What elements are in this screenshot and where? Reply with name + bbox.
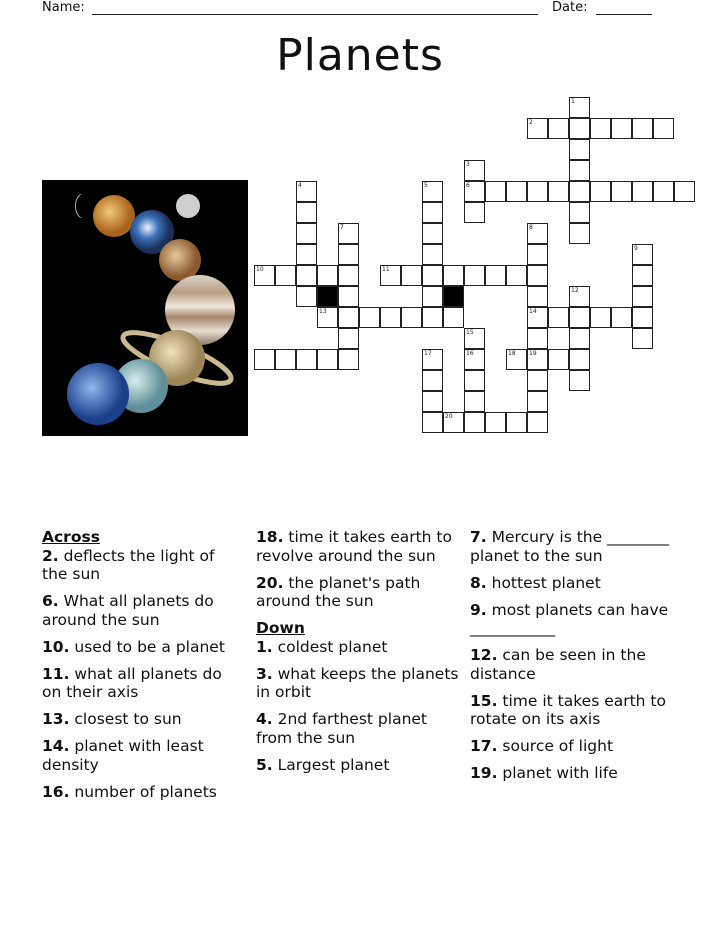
grid-cell[interactable] — [464, 391, 485, 412]
grid-cell[interactable] — [569, 328, 590, 349]
grid-cell[interactable] — [338, 307, 359, 328]
clue-text: Largest planet — [277, 755, 390, 774]
clue-number-label: 14. — [42, 737, 70, 755]
clue-number-label: 10. — [42, 637, 70, 656]
clue-item — [42, 710, 242, 729]
grid-cell[interactable] — [359, 307, 380, 328]
clue-number: 16 — [466, 350, 474, 357]
clue-item — [256, 638, 461, 657]
clues-column-1 — [42, 528, 242, 810]
grid-cell[interactable] — [506, 181, 527, 202]
clue-text: what keeps the planets in orbit — [256, 664, 459, 701]
grid-cell[interactable] — [380, 307, 401, 328]
clue-number: 20 — [445, 413, 453, 420]
grid-cell[interactable] — [338, 286, 359, 307]
grid-cell[interactable] — [590, 118, 611, 139]
clue-number-label: 11. — [42, 664, 70, 683]
clue-text: number of planets — [74, 782, 217, 801]
clue-text: source of light — [502, 737, 614, 755]
grid-cell[interactable] — [443, 307, 464, 328]
clue-item — [42, 665, 242, 702]
grid-cell[interactable] — [590, 307, 611, 328]
clue-text: Mercury is the ________ planet to the sun — [470, 528, 670, 565]
grid-cell[interactable] — [527, 412, 548, 433]
grid-cell[interactable] — [296, 286, 317, 307]
clue-number-label: 6. — [42, 592, 59, 610]
grid-block — [317, 286, 338, 307]
clue-text: time it takes earth to rotate on its axis — [470, 691, 666, 728]
clue-text: 2nd farthest planet from the sun — [256, 710, 428, 747]
clue-item — [42, 783, 242, 802]
grid-cell[interactable] — [317, 265, 338, 286]
clue-number: 19 — [529, 350, 537, 357]
grid-cell[interactable] — [653, 118, 674, 139]
clue-number: 8 — [529, 224, 533, 231]
clue-number: 12 — [571, 287, 579, 294]
clue-number: 11 — [382, 266, 390, 273]
grid-cell[interactable] — [527, 181, 548, 202]
clue-number-label: 1. — [256, 637, 273, 656]
grid-cell[interactable] — [569, 370, 590, 391]
grid-cell[interactable] — [632, 118, 653, 139]
grid-cell[interactable] — [485, 265, 506, 286]
grid-cell[interactable] — [401, 307, 422, 328]
clue-number-label: 16. — [42, 782, 70, 801]
grid-cell[interactable] — [422, 370, 443, 391]
clue-number-label: 17. — [470, 737, 498, 755]
clue-number: 18 — [508, 350, 516, 357]
clue-text: What all planets do around the sun — [42, 592, 214, 629]
clue-number: 4 — [298, 182, 302, 189]
clue-item — [470, 601, 685, 638]
clue-text: coldest planet — [277, 637, 388, 656]
grid-cell[interactable] — [317, 349, 338, 370]
grid-cell[interactable] — [569, 202, 590, 223]
grid-cell[interactable] — [464, 265, 485, 286]
grid-cell[interactable] — [548, 307, 569, 328]
grid-cell[interactable] — [422, 412, 443, 433]
clue-item — [256, 710, 461, 747]
grid-cell[interactable] — [296, 244, 317, 265]
grid-cell[interactable] — [611, 307, 632, 328]
grid-cell[interactable] — [485, 181, 506, 202]
clue-text: most planets can have ___________ — [470, 600, 669, 637]
clue-number: 14 — [529, 308, 537, 315]
grid-cell[interactable] — [338, 265, 359, 286]
clue-item — [42, 737, 242, 774]
clue-item — [42, 638, 242, 657]
grid-cell[interactable] — [548, 349, 569, 370]
grid-cell[interactable] — [527, 265, 548, 286]
grid-cell[interactable] — [569, 118, 590, 139]
clue-text: time it takes earth to revolve around the sun — [256, 528, 452, 565]
grid-cell[interactable] — [464, 202, 485, 223]
clue-number-label: 4. — [256, 710, 273, 728]
clue-number-label: 20. — [256, 573, 284, 592]
clue-number-label: 7. — [470, 528, 487, 546]
clue-item — [256, 665, 461, 702]
grid-cell[interactable] — [590, 181, 611, 202]
clue-number-label: 15. — [470, 691, 498, 710]
grid-cell[interactable] — [548, 118, 569, 139]
grid-cell[interactable] — [296, 349, 317, 370]
grid-cell[interactable] — [527, 370, 548, 391]
grid-cell[interactable] — [275, 265, 296, 286]
grid-cell[interactable] — [569, 139, 590, 160]
clue-item — [470, 764, 685, 783]
grid-cell[interactable] — [653, 181, 674, 202]
clue-text: planet with life — [502, 764, 618, 782]
grid-cell[interactable] — [632, 307, 653, 328]
grid-block — [443, 286, 464, 307]
grid-cell[interactable] — [569, 349, 590, 370]
clues-column-2 — [256, 528, 461, 783]
clue-text: can be seen in the distance — [470, 646, 646, 683]
grid-cell[interactable] — [275, 349, 296, 370]
clue-number-label: 9. — [470, 600, 487, 619]
clue-text: what all planets do on their axis — [42, 664, 222, 701]
page-title: Planets — [276, 30, 444, 81]
clue-item — [256, 528, 461, 565]
grid-cell[interactable] — [506, 265, 527, 286]
grid-cell[interactable] — [569, 223, 590, 244]
grid-cell[interactable] — [485, 412, 506, 433]
clue-number: 1 — [571, 98, 575, 105]
grid-cell[interactable] — [422, 265, 443, 286]
grid-cell[interactable] — [338, 244, 359, 265]
clue-text: closest to sun — [74, 710, 182, 728]
grid-cell[interactable] — [632, 265, 653, 286]
grid-cell[interactable] — [548, 181, 569, 202]
clue-number-label: 12. — [470, 646, 498, 664]
grid-cell[interactable] — [569, 181, 590, 202]
clue-item — [470, 574, 685, 593]
clue-item — [256, 574, 461, 611]
clue-number: 5 — [424, 182, 428, 189]
grid-cell[interactable] — [632, 328, 653, 349]
clue-text: the planet's path around the sun — [256, 573, 421, 610]
grid-cell[interactable] — [527, 391, 548, 412]
grid-cell[interactable] — [422, 202, 443, 223]
grid-cell[interactable] — [527, 286, 548, 307]
clue-item — [42, 592, 242, 629]
clue-item — [42, 547, 242, 584]
grid-cell[interactable] — [296, 223, 317, 244]
grid-cell[interactable] — [422, 223, 443, 244]
clue-number: 9 — [634, 245, 638, 252]
clue-number-label: 8. — [470, 573, 487, 592]
clue-number: 7 — [340, 224, 344, 231]
across-heading: Across — [42, 528, 100, 546]
grid-cell[interactable] — [569, 160, 590, 181]
grid-cell[interactable] — [611, 181, 632, 202]
grid-cell[interactable] — [422, 391, 443, 412]
clues-column-3 — [470, 528, 685, 791]
grid-cell[interactable] — [464, 412, 485, 433]
grid-cell[interactable] — [632, 286, 653, 307]
grid-cell[interactable] — [464, 370, 485, 391]
grid-cell[interactable] — [338, 328, 359, 349]
clue-item — [470, 646, 685, 683]
grid-cell[interactable] — [422, 286, 443, 307]
clue-number: 2 — [529, 119, 533, 126]
clue-item — [256, 756, 461, 775]
clue-number-label: 3. — [256, 664, 273, 683]
clue-number-label: 18. — [256, 528, 284, 546]
grid-cell[interactable] — [296, 202, 317, 223]
clue-number: 17 — [424, 350, 432, 357]
clue-number: 13 — [319, 308, 327, 315]
clue-text: hottest planet — [491, 573, 601, 592]
grid-cell[interactable] — [254, 349, 275, 370]
down-heading: Down — [256, 619, 305, 637]
grid-cell[interactable] — [674, 181, 695, 202]
grid-cell[interactable] — [527, 244, 548, 265]
clue-item — [470, 528, 685, 565]
clue-number-label: 13. — [42, 710, 70, 728]
clue-number: 3 — [466, 161, 470, 168]
name-label: Name: — [42, 0, 85, 15]
clue-text: deflects the light of the sun — [42, 546, 215, 583]
grid-cell[interactable] — [506, 412, 527, 433]
grid-cell[interactable] — [527, 328, 548, 349]
grid-cell[interactable] — [422, 244, 443, 265]
clue-number-label: 2. — [42, 546, 59, 565]
clue-text: planet with least density — [42, 737, 204, 774]
grid-cell[interactable] — [569, 307, 590, 328]
grid-cell[interactable] — [338, 349, 359, 370]
grid-cell[interactable] — [632, 181, 653, 202]
grid-cell[interactable] — [422, 307, 443, 328]
clue-number: 6 — [466, 182, 470, 189]
grid-cell[interactable] — [443, 265, 464, 286]
clue-text: used to be a planet — [74, 637, 225, 656]
clue-number: 15 — [466, 329, 474, 336]
grid-cell[interactable] — [296, 265, 317, 286]
clue-number: 10 — [256, 266, 264, 273]
date-label: Date: — [552, 0, 588, 15]
clue-item — [470, 692, 685, 729]
grid-cell[interactable] — [401, 265, 422, 286]
clue-number-label: 5. — [256, 755, 273, 774]
clue-item — [470, 737, 685, 756]
clue-number-label: 19. — [470, 764, 498, 782]
grid-cell[interactable] — [611, 118, 632, 139]
